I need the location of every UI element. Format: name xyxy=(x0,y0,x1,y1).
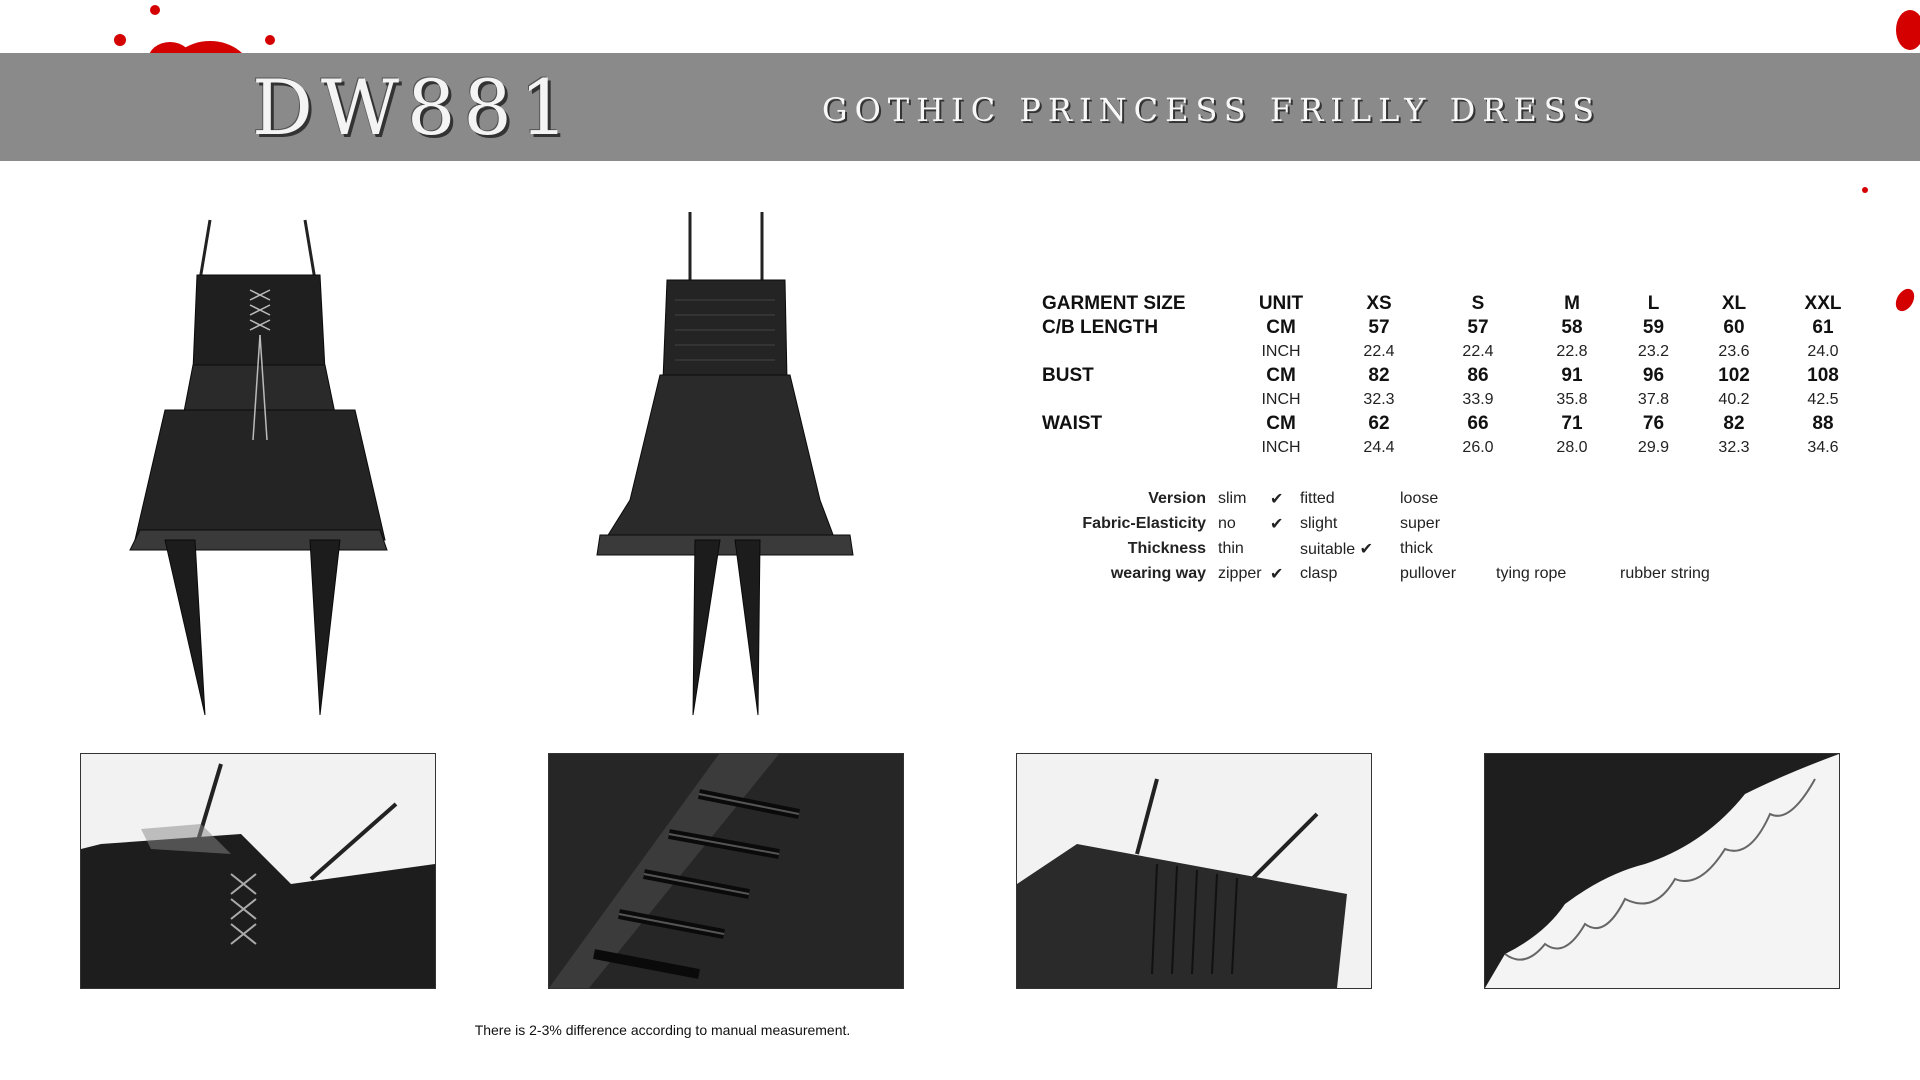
row-unit: CM xyxy=(1266,365,1296,386)
table-cell: 35.8 xyxy=(1556,391,1588,408)
table-cell: 22.8 xyxy=(1556,343,1588,360)
table-row xyxy=(1042,412,1869,436)
row-label: BUST xyxy=(1042,365,1094,386)
attribute-option: super xyxy=(1400,514,1441,532)
attribute-option: zipper xyxy=(1218,564,1262,582)
attribute-option: slight xyxy=(1300,514,1338,532)
table-cell: 62 xyxy=(1368,413,1390,434)
table-cell: 29.9 xyxy=(1637,439,1670,456)
attribute-option: tying rope xyxy=(1496,564,1567,582)
table-cell: 24.4 xyxy=(1363,439,1395,456)
detail-photo-back-shirring xyxy=(1016,753,1372,989)
table-cell: 26.0 xyxy=(1462,439,1494,456)
attribute-row xyxy=(1050,486,1710,511)
table-cell: 34.6 xyxy=(1807,439,1839,456)
row-unit: INCH xyxy=(1261,343,1301,360)
attribute-option: no xyxy=(1218,514,1236,532)
attribute-label: Thickness xyxy=(1127,539,1206,557)
table-cell: 61 xyxy=(1812,317,1834,338)
table-cell: 32.3 xyxy=(1363,391,1395,408)
table-row xyxy=(1042,340,1869,364)
row-unit: CM xyxy=(1266,413,1296,434)
table-cell: 88 xyxy=(1812,413,1834,434)
row-unit: CM xyxy=(1266,317,1296,338)
table-cell: 91 xyxy=(1561,365,1583,386)
attribute-option: suitable ✔ xyxy=(1300,540,1374,558)
attribute-option: thin xyxy=(1218,539,1244,557)
row-label xyxy=(1042,388,1232,412)
table-row xyxy=(1042,316,1869,340)
table-row xyxy=(1042,364,1869,388)
attribute-option: fitted xyxy=(1300,489,1335,507)
table-cell: 22.4 xyxy=(1363,343,1395,360)
column-header: S xyxy=(1471,293,1485,314)
attribute-label: Fabric-Elasticity xyxy=(1082,514,1206,532)
column-header: XXL xyxy=(1804,293,1842,314)
table-cell: 82 xyxy=(1368,365,1390,386)
size-chart-header-row xyxy=(1042,292,1869,316)
table-cell: 37.8 xyxy=(1637,391,1670,408)
attribute-option: loose xyxy=(1400,489,1439,507)
table-cell: 57 xyxy=(1368,317,1390,338)
dress-back-photo xyxy=(595,210,855,730)
column-header: XL xyxy=(1721,293,1747,314)
column-header: UNIT xyxy=(1258,293,1304,314)
table-cell: 71 xyxy=(1561,413,1583,434)
column-header: M xyxy=(1564,293,1580,314)
attribute-option: rubber string xyxy=(1620,564,1710,582)
table-cell: 76 xyxy=(1642,413,1665,434)
attribute-label: wearing way xyxy=(1110,564,1206,582)
table-cell: 28.0 xyxy=(1556,439,1588,456)
column-header: XS xyxy=(1366,293,1392,314)
detail-photo-lacing xyxy=(548,753,904,989)
row-unit: INCH xyxy=(1261,391,1301,408)
table-cell: 60 xyxy=(1723,317,1745,338)
row-label xyxy=(1042,436,1232,460)
table-cell: 32.3 xyxy=(1718,439,1750,456)
table-cell: 82 xyxy=(1723,413,1745,434)
check-mark-icon: ✔ xyxy=(1270,515,1284,533)
table-cell: 108 xyxy=(1807,365,1839,386)
table-cell: 22.4 xyxy=(1462,343,1494,360)
attribute-row xyxy=(1050,536,1710,561)
attribute-label: Version xyxy=(1148,489,1206,507)
size-chart-table xyxy=(1042,292,1869,460)
attribute-option: thick xyxy=(1400,539,1433,557)
table-cell: 58 xyxy=(1561,317,1583,338)
row-label: WAIST xyxy=(1042,413,1103,434)
attributes-table xyxy=(1050,486,1710,586)
row-label xyxy=(1042,340,1232,364)
check-mark-icon: ✔ xyxy=(1270,565,1284,583)
detail-photo-bodice-front xyxy=(80,753,436,989)
column-header: GARMENT SIZE xyxy=(1042,293,1186,314)
attribute-option: clasp xyxy=(1300,564,1338,582)
table-cell: 66 xyxy=(1467,413,1489,434)
attribute-option: pullover xyxy=(1400,564,1457,582)
attribute-row xyxy=(1050,561,1710,586)
table-cell: 96 xyxy=(1642,365,1665,386)
row-unit: INCH xyxy=(1261,439,1301,456)
product-title: GOTHIC PRINCESS FRILLY DRESS xyxy=(822,91,1601,129)
table-cell: 57 xyxy=(1467,317,1489,338)
table-row xyxy=(1042,388,1869,412)
table-cell: 24.0 xyxy=(1807,343,1839,360)
measurement-note: There is 2-3% difference according to manual measurement. xyxy=(474,1022,851,1038)
dress-front-photo xyxy=(125,210,395,730)
detail-photo-lace-hem xyxy=(1484,753,1840,989)
row-label: C/B LENGTH xyxy=(1042,317,1159,338)
table-cell: 59 xyxy=(1642,317,1665,338)
attribute-option: slim xyxy=(1218,489,1247,507)
table-cell: 33.9 xyxy=(1462,391,1494,408)
table-row xyxy=(1042,436,1869,460)
product-code: DW881 xyxy=(252,63,577,152)
table-cell: 42.5 xyxy=(1807,391,1839,408)
table-cell: 40.2 xyxy=(1718,391,1750,408)
table-cell: 86 xyxy=(1467,365,1489,386)
table-cell: 23.6 xyxy=(1718,343,1750,360)
check-mark-icon: ✔ xyxy=(1270,490,1284,508)
table-cell: 102 xyxy=(1718,365,1750,386)
table-cell: 23.2 xyxy=(1637,343,1670,360)
attribute-row xyxy=(1050,511,1710,536)
column-header: L xyxy=(1647,293,1660,314)
check-mark-icon: ✔ xyxy=(1359,540,1374,558)
